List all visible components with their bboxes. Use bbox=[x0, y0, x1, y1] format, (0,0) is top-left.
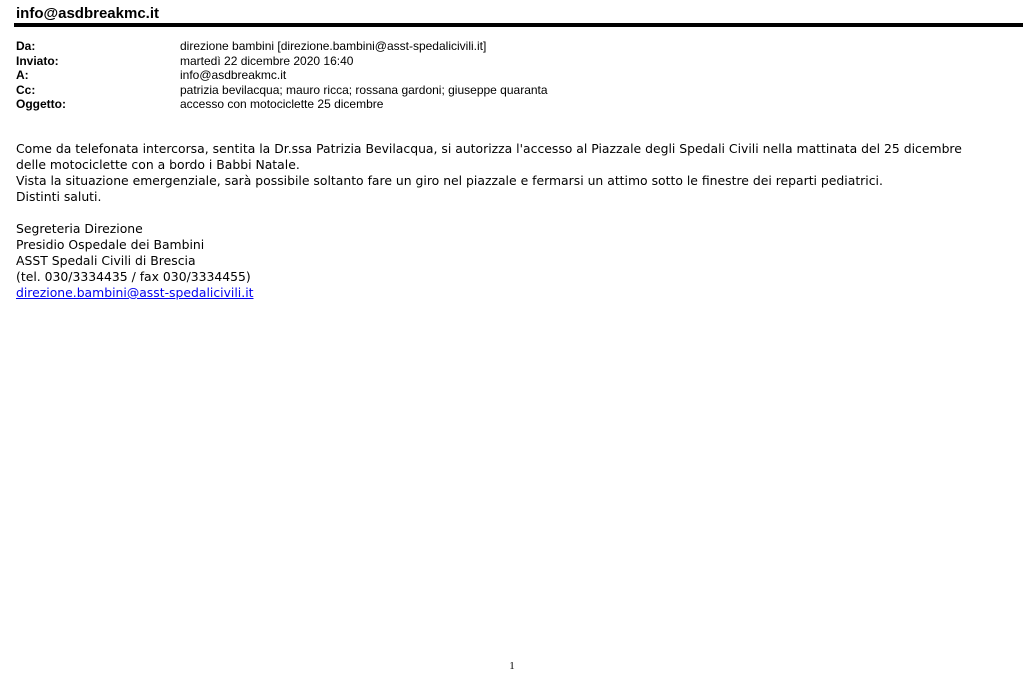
to-label: A: bbox=[16, 68, 29, 83]
signature-organization: ASST Spedali Civili di Brescia bbox=[16, 253, 196, 268]
body-line: Vista la situazione emergenziale, sarà possibile soltanto fare un giro nel piazzale e fermarsi un attimo sotto le finestre dei reparti pediatrici. bbox=[16, 173, 883, 188]
body-line: Distinti saluti. bbox=[16, 189, 102, 204]
sent-label: Inviato: bbox=[16, 53, 59, 68]
header-row-from bbox=[16, 39, 1016, 54]
header-row-sent bbox=[16, 54, 1016, 69]
signature-phone-fax: (tel. 030/3334435 / fax 030/3334455) bbox=[16, 269, 251, 284]
from-label: Da: bbox=[16, 39, 36, 53]
paragraph-spacer bbox=[16, 205, 1024, 221]
body-line: delle motociclette con a bordo i Babbi Natale. bbox=[16, 157, 300, 172]
subject-value: accesso con motociclette 25 dicembre bbox=[180, 97, 384, 112]
subject-label: Oggetto: bbox=[16, 97, 66, 112]
to-value: info@asdbreakmc.it bbox=[180, 68, 287, 83]
page-number: 1 bbox=[509, 660, 515, 672]
email-body bbox=[16, 141, 1024, 301]
document-title: info@asdbreakmc.it bbox=[16, 5, 159, 22]
signature-email-line bbox=[16, 285, 1024, 301]
from-value: direzione bambini [direzione.bambini@asst-spedalicivili.it] bbox=[180, 39, 487, 53]
body-line: Come da telefonata intercorsa, sentita la Dr.ssa Patrizia Bevilacqua, si autorizza l'accesso al Piazzale degli Spedali Civili nella mattinata del 25 dicembre bbox=[16, 141, 962, 156]
title-divider bbox=[14, 23, 1023, 27]
signature-hospital: Presidio Ospedale dei Bambini bbox=[16, 237, 205, 252]
header-row-to bbox=[16, 68, 1016, 83]
email-header-block bbox=[16, 39, 1016, 112]
header-row-cc bbox=[16, 83, 1016, 98]
signature-email-link[interactable]: direzione.bambini@asst-spedalicivili.it bbox=[16, 285, 254, 300]
cc-value: patrizia bevilacqua; mauro ricca; rossana gardoni; giuseppe quaranta bbox=[180, 82, 548, 97]
cc-label: Cc: bbox=[16, 82, 36, 97]
sent-value: martedì 22 dicembre 2020 16:40 bbox=[180, 53, 354, 68]
signature-office: Segreteria Direzione bbox=[16, 221, 143, 236]
header-row-subject bbox=[16, 97, 1016, 112]
